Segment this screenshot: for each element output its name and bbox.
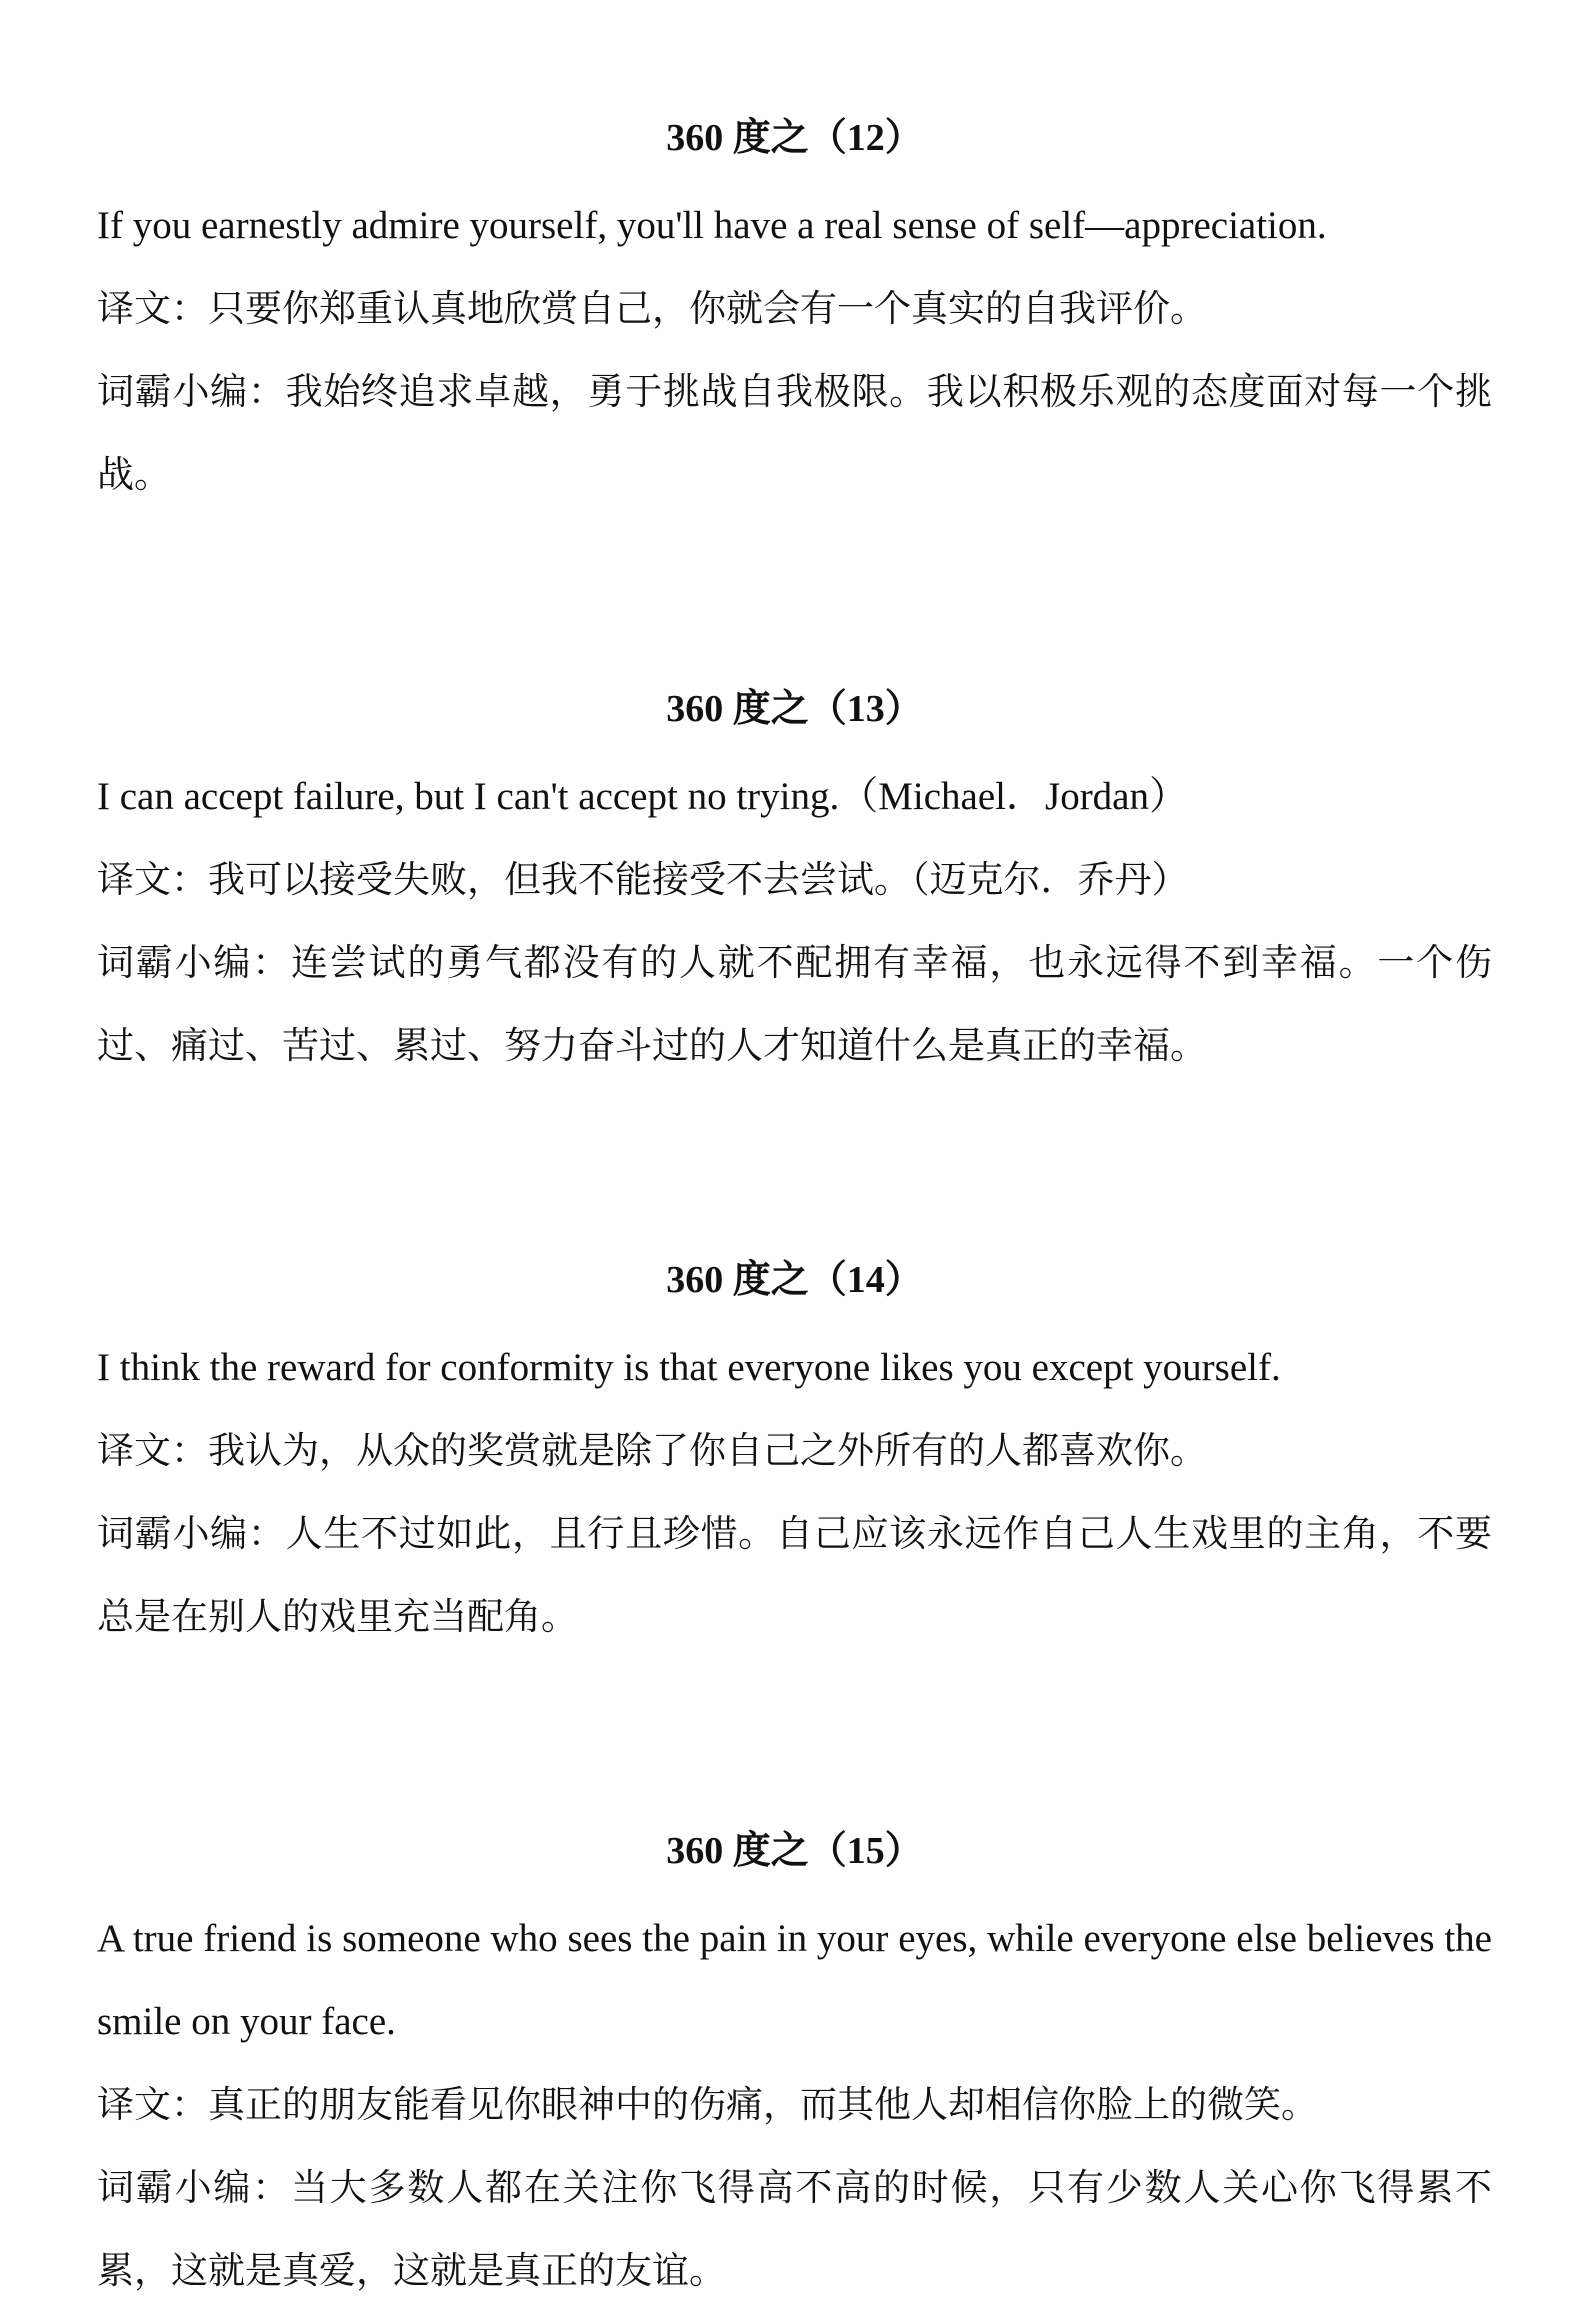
section-title: 360 度之（12） <box>666 117 923 159</box>
english-quote: I think the reward for conformity is that everyone likes you except yourself. <box>97 1346 1281 1389</box>
english-quote: I can accept failure, but I can't accept no trying.（Michael．Jordan） <box>97 775 1188 818</box>
translation-text: 译文：真正的朋友能看见你眼神中的伤痛，而其他人却相信你脸上的微笑。 <box>97 2083 1318 2126</box>
section-title: 360 度之（13） <box>666 688 923 730</box>
editor-comment: 词霸小编：我始终追求卓越，勇于挑战自我极限。我以积极乐观的态度面对每一个挑战。 <box>97 370 1492 496</box>
translation-text: 译文：只要你郑重认真地欣赏自己，你就会有一个真实的自我评价。 <box>97 287 1207 330</box>
quote-section-14 <box>97 1250 1492 1658</box>
section-title: 360 度之（14） <box>666 1259 923 1301</box>
quote-section-15 <box>97 1821 1492 2312</box>
editor-comment: 词霸小编：当大多数人都在关注你飞得高不高的时候，只有少数人关心你飞得累不累，这就是真爱，这就是真正的友谊。 <box>97 2166 1492 2292</box>
translation-text: 译文：我可以接受失败，但我不能接受不去尝试。（迈克尔．乔丹） <box>97 858 1189 901</box>
editor-comment: 词霸小编：连尝试的勇气都没有的人就不配拥有幸福，也永远得不到幸福。一个伤过、痛过、苦过、累过、努力奋斗过的人才知道什么是真正的幸福。 <box>97 941 1492 1067</box>
editor-comment: 词霸小编：人生不过如此，且行且珍惜。自己应该永远作自己人生戏里的主角，不要总是在别人的戏里充当配角。 <box>97 1512 1492 1638</box>
section-title: 360 度之（15） <box>666 1830 923 1872</box>
quote-section-13 <box>97 679 1492 1087</box>
english-quote: If you earnestly admire yourself, you'll have a real sense of self—appreciation. <box>97 204 1327 247</box>
translation-text: 译文：我认为，从众的奖赏就是除了你自己之外所有的人都喜欢你。 <box>97 1429 1207 1472</box>
quote-section-12 <box>97 108 1492 516</box>
english-quote: A true friend is someone who sees the pain in your eyes, while everyone else believes the smile on your face. <box>97 1917 1492 2043</box>
